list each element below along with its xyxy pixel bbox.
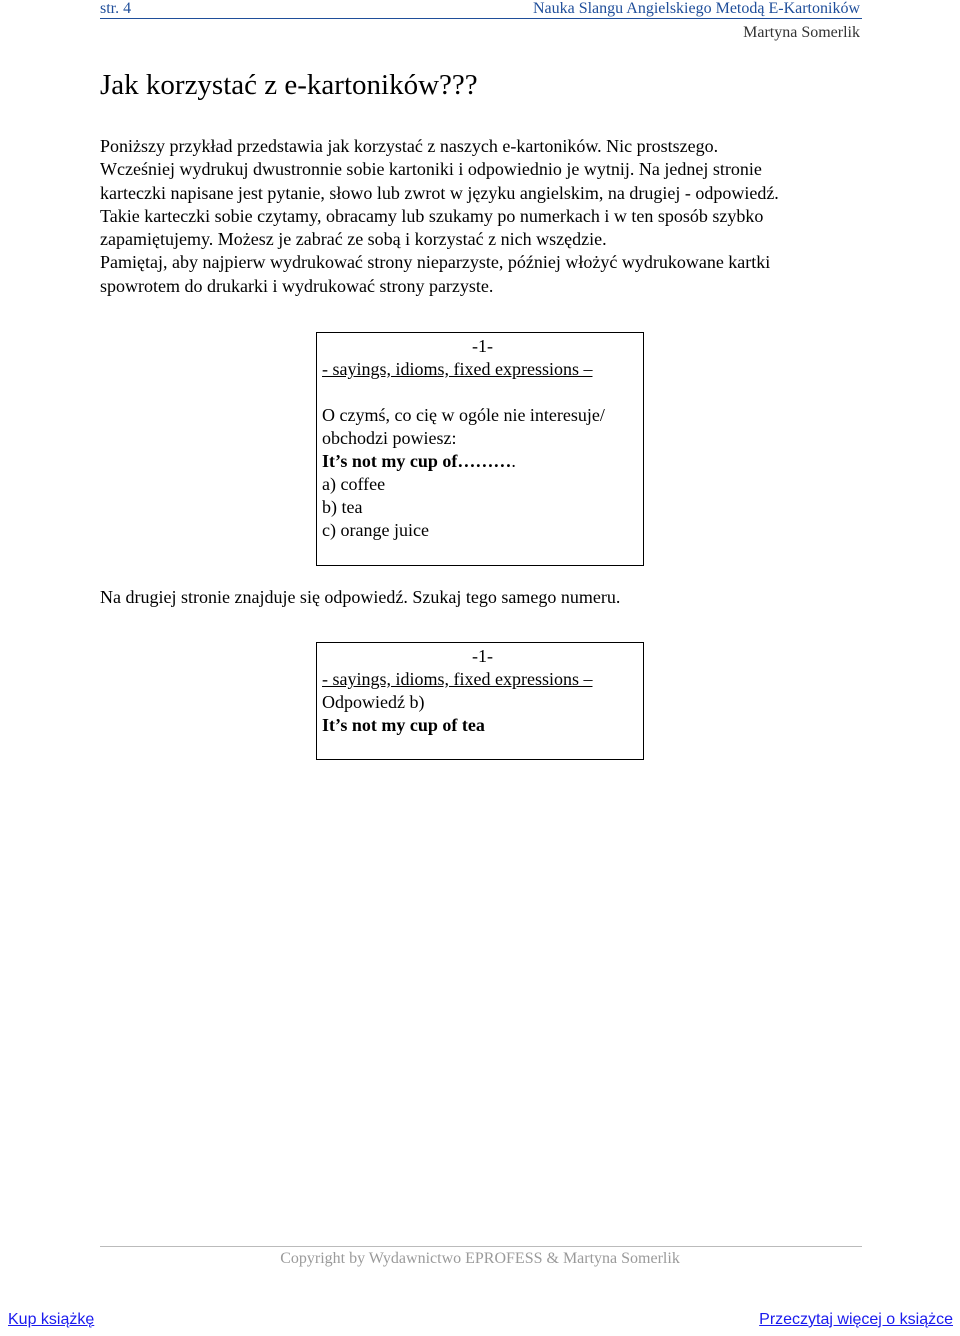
read-more-link[interactable]: Przeczytaj więcej o książce (759, 1311, 953, 1328)
instruction-text: Na drugiej stronie znajduje się odpowiedź. Szukaj tego samego numeru. (100, 587, 621, 607)
header-author: Martyna Somerlik (743, 24, 860, 41)
card-phrase-bold: It’s not my cup of……… (322, 451, 512, 471)
flashcard-back (316, 642, 644, 760)
page-number: str. 4 (100, 0, 132, 17)
intro-line: Pamiętaj, aby najpierw wydrukować strony nieparzyste, później włożyć wydrukowane kartki (100, 252, 771, 273)
card-spacer (322, 381, 643, 404)
intro-line: Takie karteczki sobie czytamy, obracamy lub szukamy po numerkach i w ten sposób szybko (100, 205, 764, 226)
copyright-text: Copyright by Wydawnictwo EPROFESS & Martyna Somerlik (280, 1250, 680, 1267)
intro-line: Poniższy przykład przedstawia jak korzystać z naszych e-kartoników. Nic prostszego. (100, 136, 719, 156)
card-category: - sayings, idioms, fixed expressions – (322, 669, 593, 689)
card-phrase-end: . (511, 451, 516, 471)
card-question: obchodzi powiesz: (322, 428, 457, 448)
intro-paragraph (100, 135, 860, 298)
card-phrase (322, 450, 643, 473)
buy-book-link[interactable]: Kup książkę (8, 1311, 95, 1328)
flashcard-front (316, 332, 644, 566)
header-divider (100, 18, 862, 19)
card-answer-label: Odpowiedź b) (322, 692, 425, 712)
card-option-b: b) tea (322, 497, 363, 517)
intro-line: Wcześniej wydrukuj dwustronnie sobie kartoniki i odpowiednio je wytnij. Na jednej stronie (100, 159, 762, 180)
card-option-a: a) coffee (322, 474, 386, 494)
intro-line: zapamiętujemy. Możesz je zabrać ze sobą i korzystać z nich wszędzie. (100, 229, 607, 250)
intro-line: karteczki napisane jest pytanie, słowo lub zwrot w języku angielskim, na drugiej - odpowiedź. (100, 182, 779, 203)
card-option-c: c) orange juice (322, 520, 429, 540)
card-number: -1- (472, 336, 493, 356)
book-title: Nauka Slangu Angielskiego Metodą E-Kartoników (532, 0, 860, 17)
page-title: Jak korzystać z e-kartoników??? (100, 69, 478, 101)
intro-line: spowrotem do drukarki i wydrukować strony parzyste. (100, 275, 494, 296)
footer-divider (100, 1246, 862, 1247)
card-category: - sayings, idioms, fixed expressions – (322, 359, 593, 379)
card-number: -1- (472, 646, 493, 666)
card-question: O czymś, co cię w ogóle nie interesuje/ (322, 405, 605, 425)
card-answer: It’s not my cup of tea (322, 715, 485, 735)
